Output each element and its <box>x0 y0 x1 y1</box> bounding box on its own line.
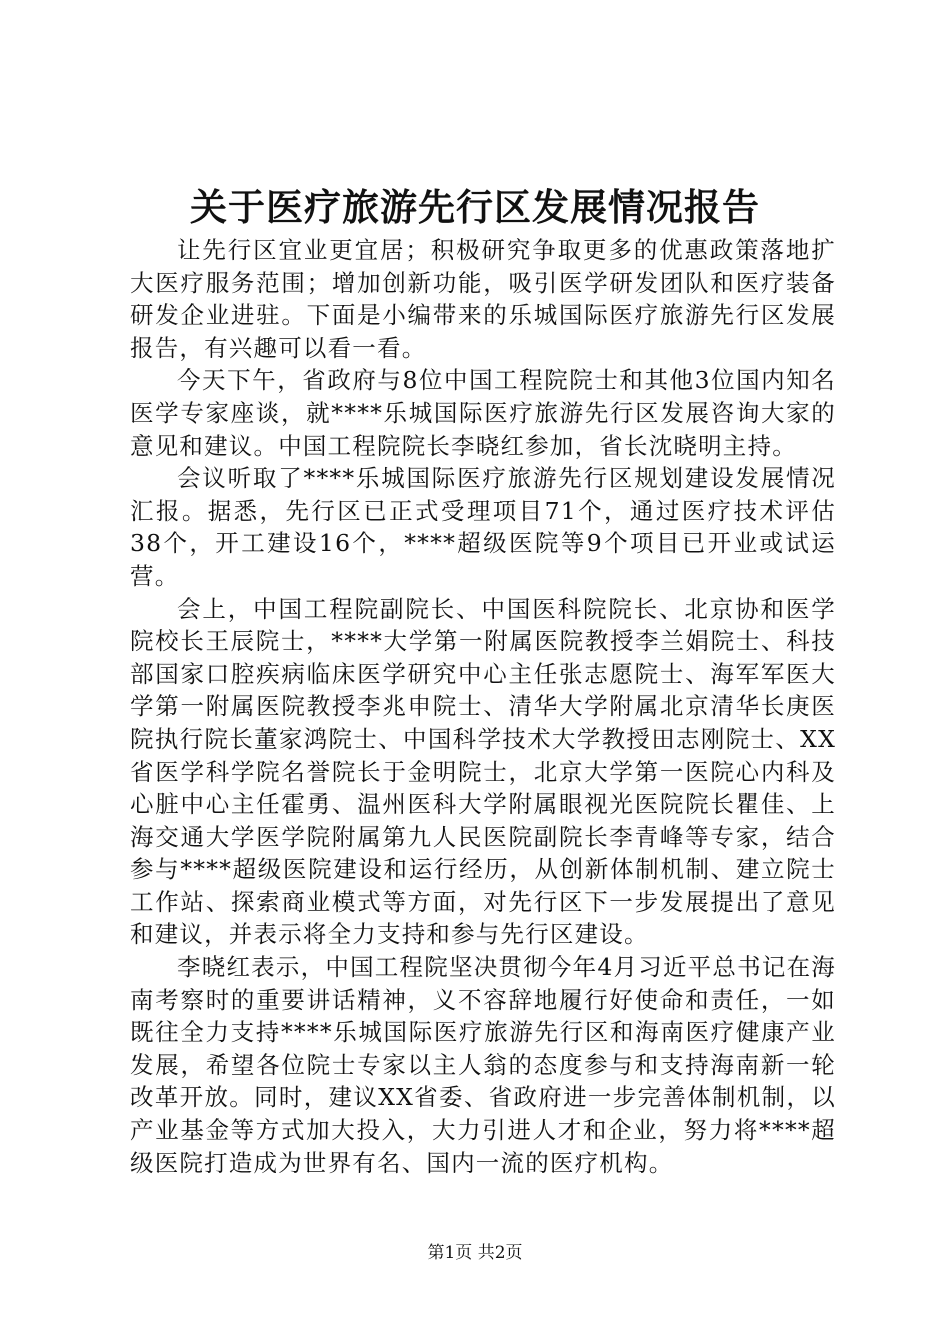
paragraph-report: 会议听取了****乐城国际医疗旅游先行区规划建设发展情况汇报。据悉，先行区已正式受理项目71个，通过医疗技术评估38个，开工建设16个，****超级医院等9个项目已开业或试运营。 <box>130 464 836 590</box>
paragraph-experts: 会上，中国工程院副院长、中国医科院院长、北京协和医学院校长王辰院士，****大学第一附属医院教授李兰娟院士、科技部国家口腔疾病临床医学研究中心主任张志愿院士、海军军医大学第一附属医院教授李兆申院士、清华大学附属北京清华长庚医院执行院长董家鸿院士、中国科学技术大学教授田志刚院士、XX省医学科学院名誉院长于金明院士，北京大学第一医院心内科及心脏中心主任霍勇、温州医科大学附属眼视光医院院长瞿佳、上海交通大学医学院附属第九人民医院副院长李青峰等专家，结合参与****超级医院建设和运行经历，从创新体制机制、建立院士工作站、探索商业模式等方面，对先行区下一步发展提出了意见和建议，并表示将全力支持和参与先行区建设。 <box>130 594 836 949</box>
document-title: 关于医疗旅游先行区发展情况报告 <box>190 185 760 229</box>
paragraph-meeting: 今天下午，省政府与8位中国工程院院士和其他3位国内知名医学专家座谈，就****乐城国际医疗旅游先行区发展咨询大家的意见和建议。中国工程院院长李晓红参加，省长沈晓明主持。 <box>130 366 836 460</box>
paragraph-statement: 李晓红表示，中国工程院坚决贯彻今年4月习近平总书记在海南考察时的重要讲话精神，义不容辞地履行好使命和责任，一如既往全力支持****乐城国际医疗旅游先行区和海南医疗健康产业发展，希望各位院士专家以主人翁的态度参与和支持海南新一轮改革开放。同时，建议XX省委、省政府进一步完善体制机制，以产业基金等方式加大投入，大力引进人才和企业，努力将****超级医院打造成为世界有名、国内一流的医疗机构。 <box>130 953 836 1177</box>
document-body <box>130 234 836 1179</box>
page-footer: 第1页 共2页 <box>427 1243 523 1263</box>
paragraph-intro: 让先行区宜业更宜居；积极研究争取更多的优惠政策落地扩大医疗服务范围；增加创新功能，吸引医学研发团队和医疗装备研发企业进驻。下面是小编带来的乐城国际医疗旅游先行区发展报告，有兴趣可以看一看。 <box>130 236 836 362</box>
